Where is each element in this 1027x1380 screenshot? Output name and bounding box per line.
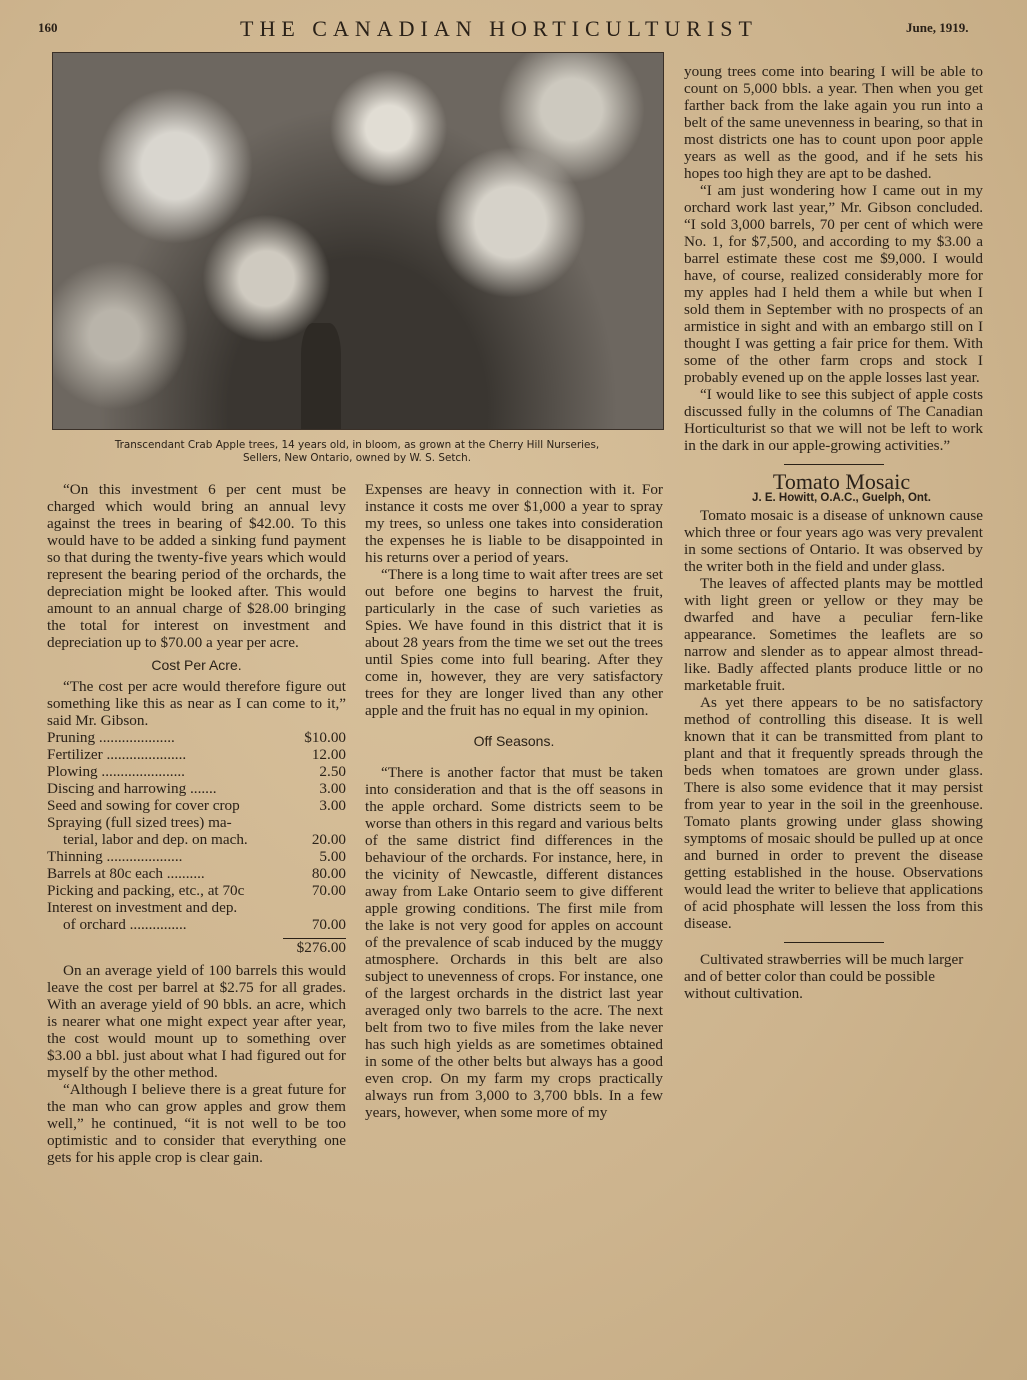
- paragraph: “I am just wondering how I came out in my orchard work last year,” Mr. Gibson concluded. “I sold 3,000 barrels, 70 per cent of which were No. 1, for $7,500, and according to my $3.00 a barrel estimate these cost me $9,000. I would have, of course, realized considerably more for my apples had I held them a while but when I sold them in September with no prospects of an armistice in sight and with an embargo still on I thought I was getting a fair price for them. With some of the other farm crops and stock I probably evened up on the apple losses last year.: [684, 182, 983, 386]
- paragraph: “There is another factor that must be taken into consideration and that is the off seasons in the apple orchard. Some districts seem to be worse than others in this regard and various belts of the same district find differences in the behaviour of the orchards. For instance, here, in the vicinity of Newcastle, different distances away from Lake Ontario seem to give different apple growing conditions. The first mile from the lake is not very good for apples on account of the prevalence of scab induced by the muggy atmosphere. Orchards in this belt are also subject to unevenness of crops. For instance, one of the largest orchards in the district last year averaged only two barrels to the acre. The next belt from two to five miles from the lake never has such high yields as are sometimes obtained in some of the other belts but always has a good even crop. On my farm my crops practically always run from 3,000 to 3,700 bbls. In a few years, however, when some more of my: [365, 764, 663, 1121]
- paragraph: “There is a long time to wait after trees are set out before one begins to harvest the fruit, particularly in the case of such varieties as Spies. We have found in this district that it is about 28 years from the time we set out the trees until Spies come into full bearing. After they come in, however, they are very satisfactory trees for they are longer lived than any other apple and the fruit has no equal in my opinion.: [365, 566, 663, 719]
- photo-caption: [52, 439, 662, 465]
- column-1: [47, 481, 346, 1166]
- section-heading-off-seasons: Off Seasons.: [473, 733, 555, 749]
- section-heading-cost-per-acre: Cost Per Acre.: [151, 657, 242, 673]
- magazine-title: THE CANADIAN HORTICULTURIST: [240, 16, 758, 41]
- paragraph: “The cost per acre would therefore figure out something like this as near as I can come to it,” said Mr. Gibson.: [47, 678, 346, 729]
- cost-row: Seed and sowing for cover crop 3.00: [47, 797, 346, 814]
- caption-line-2: Sellers, New Ontario, owned by W. S. Setch.: [242, 452, 472, 464]
- paragraph: “I would like to see this subject of apple costs discussed fully in the columns of The Canadian Horticulturist so that we will not be left to work in the dark in our apple-growing activities.”: [684, 386, 983, 454]
- divider: [784, 464, 884, 465]
- apple-trees-photo: [52, 52, 664, 430]
- cost-total: $276.00: [296, 939, 346, 956]
- article-byline: J. E. Howitt, O.A.C., Guelph, Ont.: [752, 492, 931, 504]
- cost-row: Plowing ...................... 2.50: [47, 763, 346, 780]
- issue-date: June, 1919.: [906, 20, 969, 35]
- paragraph: “On this investment 6 per cent must be charged which would bring an annual levy against the trees in bearing of $42.00. To this would have to be added a sinking fund payment so that during the twenty-five years which would represent the bearing period of the orchards, the depreciation might be looked after. This would amount to an annual charge of $28.00 bringing the total for interest on investment and depreciation up to $70.00 a year per acre.: [47, 481, 346, 651]
- caption-line-1: Transcendant Crab Apple trees, 14 years old, in bloom, as grown at the Cherry Hill Nurseries,: [114, 439, 600, 451]
- divider: [784, 942, 884, 943]
- paragraph: Tomato mosaic is a disease of unknown cause which three or four years ago was very prevalent in some sections of Ontario. It was observed by the writer both in the field and under glass.: [684, 507, 983, 575]
- cost-table: [47, 729, 346, 956]
- cost-row: Discing and harrowing ....... 3.00: [47, 780, 346, 797]
- page-number: 160: [38, 20, 58, 35]
- cost-row: Barrels at 80c each .......... 80.00: [47, 865, 346, 882]
- paragraph: young trees come into bearing I will be able to count on 5,000 bbls. a year. Then when you get farther back from the lake again you run into a belt of the same unevenness in bearing, so that in most districts one has to count upon poor apple years as well as the good, and if he sets his hopes too high they are apt to be dashed.: [684, 63, 983, 182]
- column-2: [365, 481, 663, 1121]
- cost-row: Thinning .................... 5.00: [47, 848, 346, 865]
- cost-row: Picking and packing, etc., at 70c 70.00: [47, 882, 346, 899]
- paragraph: As yet there appears to be no satisfactory method of controlling this disease. It is well known that it can be transmitted from plant to plant and that it frequently spreads through the beds when tomatoes are grown under glass. There is also some evidence that it may persist from year to year in the soil in the greenhouse. Tomato plants growing under glass showing symptoms of mosaic should be pulled up at once and burned in order to prevent the disease getting established in the house. Observations would lead the writer to believe that applications of acid phosphate will lessen the loss from this disease.: [684, 694, 983, 932]
- cost-row: Pruning .................... $10.00: [47, 729, 346, 746]
- cost-row: Fertilizer ..................... 12.00: [47, 746, 346, 763]
- cost-row: Interest on investment and dep.: [47, 899, 238, 916]
- column-3: [684, 63, 983, 1002]
- paragraph: The leaves of affected plants may be mottled with light green or yellow or they may be dwarfed and have a peculiar fern-like appearance. Sometimes the leaflets are so narrow and slender as to appear almost thread-like. Badly affected plants produce little or no marketable fruit.: [684, 575, 983, 694]
- cost-row: of orchard ............... 70.00: [63, 916, 346, 933]
- tree-trunk: [301, 323, 341, 429]
- filler-note: Cultivated strawberries will be much larger and of better color than could be possible without cultivation.: [684, 951, 964, 1002]
- cost-row: Spraying (full sized trees) ma-: [47, 814, 232, 831]
- paragraph: Expenses are heavy in connection with it. For instance it costs me over $1,000 a year to spray my trees, so unless one takes into consideration the expenses he is liable to be disappointed in his returns over a period of years.: [365, 481, 663, 566]
- paragraph: On an average yield of 100 barrels this would leave the cost per barrel at $2.75 for all grades. With an average yield of 90 bbls. an acre, which is nearer what one might expect year after year, the cost would mount up to something over $3.00 a bbl. just about what I had figured out for myself by the other method.: [47, 962, 346, 1081]
- paragraph: “Although I believe there is a great future for the man who can grow apples and grow them well,” he continued, “it is not well to be too optimistic and to consider that everything one gets for his apple crop is clear gain.: [47, 1081, 346, 1166]
- cost-row: terial, labor and dep. on mach. 20.00: [63, 831, 346, 848]
- article-title: Tomato Mosaic: [772, 469, 911, 494]
